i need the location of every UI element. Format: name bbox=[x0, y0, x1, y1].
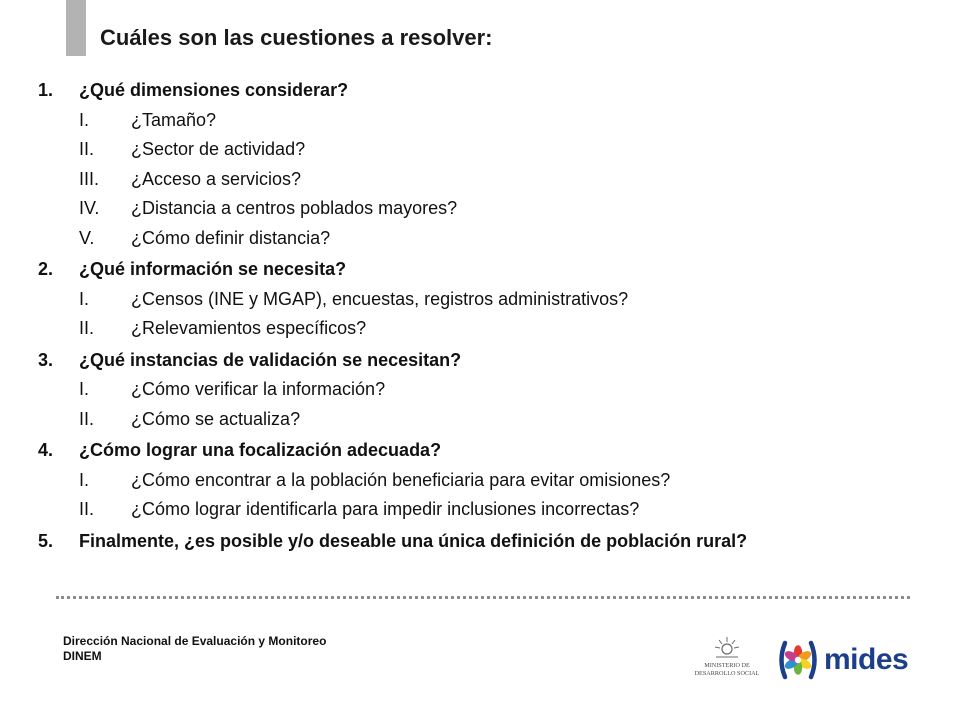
sub-question-numeral: III. bbox=[79, 168, 100, 189]
sub-question bbox=[38, 495, 948, 525]
sub-question bbox=[38, 314, 948, 344]
sub-question bbox=[38, 194, 948, 224]
footer-org bbox=[63, 634, 326, 664]
sub-question-numeral: II. bbox=[79, 499, 95, 519]
sub-question-numeral: I. bbox=[79, 469, 90, 490]
sub-question-text: ¿Relevamientos específicos? bbox=[131, 318, 367, 338]
sub-question-numeral: II. bbox=[79, 139, 95, 159]
sub-question-text: ¿Distancia a centros poblados mayores? bbox=[131, 198, 458, 218]
sub-question-text: ¿Sector de actividad? bbox=[131, 139, 306, 159]
question-text: ¿Cómo lograr una focalización adecuada? bbox=[79, 440, 442, 460]
sub-question-text: ¿Censos (INE y MGAP), encuestas, registros administrativos? bbox=[131, 288, 629, 309]
sub-question-numeral: I. bbox=[79, 379, 90, 399]
sub-question-numeral: II. bbox=[79, 318, 95, 338]
mides-wordmark: mides bbox=[824, 643, 909, 676]
question-number: 4. bbox=[38, 440, 54, 460]
question-text: Finalmente, ¿es posible y/o deseable una única definición de población rural? bbox=[79, 530, 748, 551]
sub-question bbox=[38, 224, 948, 254]
dotted-divider bbox=[56, 596, 910, 599]
title-accent-bar bbox=[66, 0, 86, 56]
sub-question-numeral: I. bbox=[79, 109, 90, 130]
question-text: ¿Qué instancias de validación se necesitan? bbox=[79, 349, 462, 370]
question-item bbox=[38, 436, 948, 525]
sub-question-text: ¿Cómo definir distancia? bbox=[131, 227, 331, 248]
sub-question bbox=[38, 165, 948, 195]
sub-question bbox=[38, 106, 948, 136]
sub-question-text: ¿Cómo verificar la información? bbox=[131, 379, 386, 399]
question-item bbox=[38, 346, 948, 435]
sub-question-numeral: I. bbox=[79, 288, 90, 309]
sub-question-text: ¿Tamaño? bbox=[131, 109, 217, 130]
question-number: 2. bbox=[38, 259, 54, 279]
question-heading bbox=[38, 346, 948, 376]
questions-outline bbox=[38, 76, 948, 556]
mides-flower-icon bbox=[776, 638, 820, 682]
question-heading bbox=[38, 527, 948, 557]
sub-question-text: ¿Cómo se actualiza? bbox=[131, 408, 301, 429]
sub-question bbox=[38, 466, 948, 496]
sub-question-text: ¿Acceso a servicios? bbox=[131, 168, 302, 189]
question-item bbox=[38, 76, 948, 253]
footer-org-name: Dirección Nacional de Evaluación y Monitoreo bbox=[63, 634, 327, 648]
slide-title: Cuáles son las cuestiones a resolver: bbox=[100, 25, 493, 50]
question-number: 5. bbox=[38, 530, 54, 551]
question-heading bbox=[38, 76, 948, 106]
sub-question bbox=[38, 135, 948, 165]
ministry-seal-logo bbox=[690, 635, 764, 681]
question-number: 3. bbox=[38, 349, 54, 370]
question-heading bbox=[38, 255, 948, 285]
question-text: ¿Qué dimensiones considerar? bbox=[79, 80, 349, 100]
sub-question-numeral: IV. bbox=[79, 198, 100, 218]
sub-question-numeral: II. bbox=[79, 408, 95, 429]
question-item bbox=[38, 527, 948, 557]
mides-logo bbox=[776, 638, 908, 682]
seal-text-line2: DESARROLLO SOCIAL bbox=[694, 670, 760, 677]
question-heading bbox=[38, 436, 948, 466]
question-item bbox=[38, 255, 948, 344]
sub-question bbox=[38, 285, 948, 315]
sub-question-text: ¿Cómo lograr identificarla para impedir inclusiones incorrectas? bbox=[131, 499, 640, 519]
sub-question bbox=[38, 375, 948, 405]
question-number: 1. bbox=[38, 80, 54, 100]
sub-question-text: ¿Cómo encontrar a la población beneficiaria para evitar omisiones? bbox=[131, 469, 671, 490]
sun-emblem-icon bbox=[715, 637, 739, 657]
seal-text-line1: MINISTERIO DE bbox=[704, 662, 750, 669]
footer-org-acronym: DINEM bbox=[63, 649, 102, 663]
sub-question-numeral: V. bbox=[79, 227, 95, 248]
question-text: ¿Qué información se necesita? bbox=[79, 259, 347, 279]
sub-question bbox=[38, 405, 948, 435]
